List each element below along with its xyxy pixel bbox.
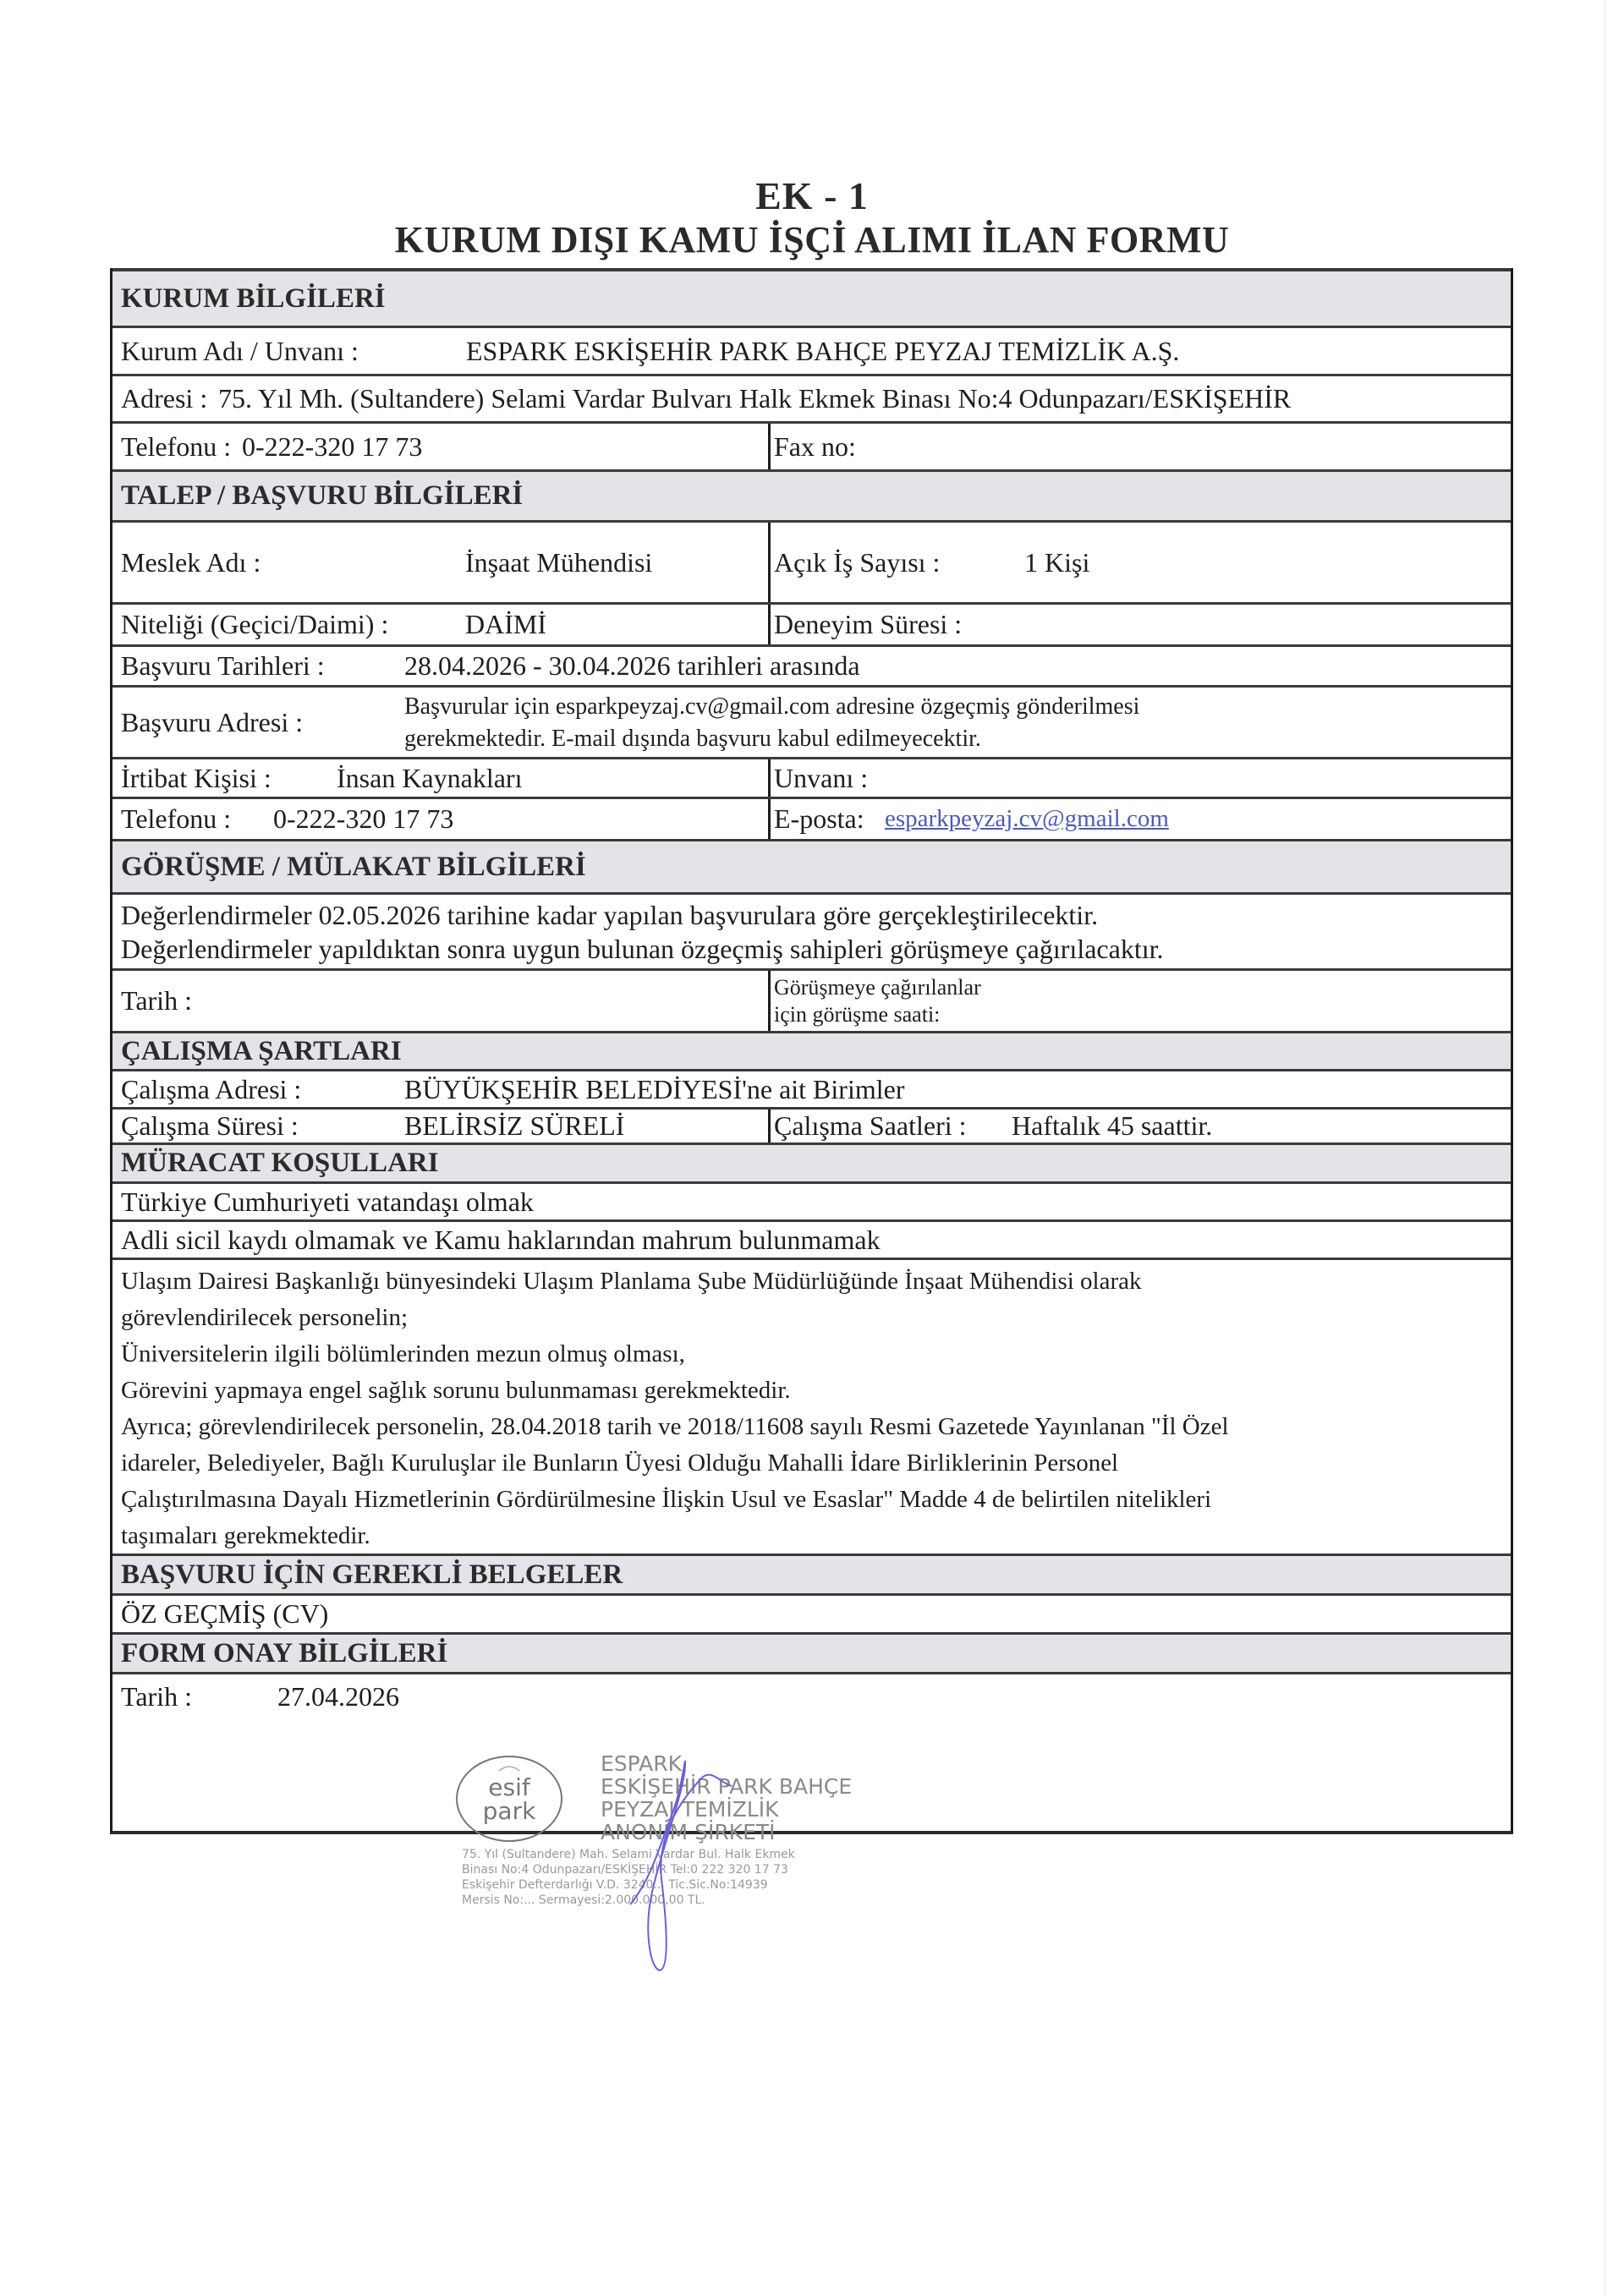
work-duration-value: BELİRSİZ SÜRELİ	[404, 1110, 625, 1141]
email-cell	[768, 799, 1511, 839]
section-header-muracat	[112, 1143, 1511, 1181]
logo-line: park	[482, 1797, 536, 1825]
field-label: Çalışma Adresi :	[121, 1073, 302, 1104]
application-dates-value: 28.04.2026 - 30.04.2026 tarihleri arasında	[404, 650, 860, 681]
row-occupation	[112, 520, 1511, 602]
field-label: E-posta:	[774, 803, 864, 834]
row-interview-date-time	[112, 968, 1511, 1031]
section-title: BAŞVURU İÇİN GEREKLİ BELGELER	[121, 1559, 623, 1590]
interview-date-cell	[112, 971, 768, 1031]
stamp-line: ANONİM ŞİRKETİ	[601, 1820, 776, 1844]
experience-cell	[768, 605, 1511, 644]
row-evaluation-note	[112, 892, 1511, 968]
condition-text: Adli sicil kaydı olmamak ve Kamu haklarından mahrum bulunmamak	[121, 1224, 881, 1255]
work-duration-cell	[112, 1110, 768, 1143]
logo-line: esif	[488, 1773, 530, 1801]
section-header-kurum	[112, 268, 1511, 326]
row-requirements-paragraph	[112, 1258, 1511, 1553]
section-title: FORM ONAY BİLGİLERİ	[121, 1637, 448, 1669]
occupation-value: İnşaat Mühendisi	[465, 546, 653, 578]
approval-date-value: 27.04.2026	[277, 1681, 399, 1712]
work-hours-cell	[768, 1110, 1511, 1143]
contact-phone-cell	[112, 799, 768, 839]
section-title: GÖRÜŞME / MÜLAKAT BİLGİLERİ	[121, 851, 586, 882]
interview-time-label	[774, 974, 981, 1028]
stamp-line: ESKİŞEHİR PARK BAHÇE	[601, 1774, 853, 1799]
application-address-line: Başvurular için esparkpeyzaj.cv@gmail.com adresine özgeçmiş gönderilmesi	[404, 693, 1140, 720]
stamp-line: 75. Yıl (Sultandere) Mah. Selami Vardar Bul. Halk Ekmek	[462, 1848, 795, 1861]
field-label: Açık İş Sayısı :	[774, 546, 941, 578]
required-document: ÖZ GEÇMİŞ (CV)	[121, 1598, 329, 1629]
section-header-gorusme	[112, 839, 1511, 892]
row-required-document	[112, 1593, 1511, 1632]
paragraph-line: Ayrıca; görevlendirilecek personelin, 28.04.2018 tarih ve 2018/11608 sayılı Resmi Gazetede Yayınlanan "İl Özel	[121, 1413, 1229, 1440]
fax-cell	[768, 424, 1511, 469]
institution-phone-value: 0-222-320 17 73	[242, 430, 423, 462]
requirements-paragraph	[112, 1260, 1237, 1558]
time-label-line: Görüşmeye çağırılanlar	[774, 974, 981, 1000]
row-condition	[112, 1181, 1511, 1219]
contact-title-cell	[768, 759, 1511, 797]
stamp-line: ESPARK	[601, 1751, 683, 1776]
condition-text: Türkiye Cumhuriyeti vatandaşı olmak	[121, 1186, 534, 1217]
row-institution-name	[112, 326, 1511, 374]
company-stamp	[448, 1752, 905, 1972]
note-line: Değerlendirmeler 02.05.2026 tarihine kadar yapılan başvurulara göre gerçekleştirilecektir.	[121, 899, 1099, 930]
stamp-line: Mersis No:... Sermayesi:2.000.000,00 TL.	[462, 1893, 705, 1907]
institution-address-value: 75. Yıl Mh. (Sultandere) Selami Vardar Bulvarı Halk Ekmek Binası No:4 Odunpazarı/ESKİŞEHİR	[218, 383, 1292, 414]
field-label: Meslek Adı :	[121, 546, 261, 578]
row-work-duration-hours	[112, 1107, 1511, 1143]
field-label: Telefonu :	[121, 430, 232, 462]
application-address-value	[404, 691, 1139, 755]
work-address-value: BÜYÜKŞEHİR BELEDİYESİ'ne ait Birimler	[404, 1073, 905, 1104]
annex-label: EK - 1	[755, 174, 869, 217]
stamp-line: Binası No:4 Odunpazarı/ESKİŞEHİR Tel:0 222 320 17 73	[462, 1863, 788, 1877]
signature-icon	[448, 1752, 905, 1972]
field-label: İrtibat Kişisi :	[121, 762, 272, 793]
field-label: Deneyim Süresi :	[774, 609, 963, 639]
section-header-talep	[112, 469, 1511, 520]
field-label: Çalışma Saatleri :	[774, 1110, 967, 1141]
section-header-calisma	[112, 1031, 1511, 1069]
row-application-dates	[112, 644, 1511, 685]
paragraph-line: Çalıştırılmasına Dayalı Hizmetlerinin Gördürülmesine İlişkin Usul ve Esaslar" Madde 4 de belirtilen nitelikleri	[121, 1486, 1212, 1513]
paragraph-line: Görevini yapmaya engel sağlık sorunu bulunmaması gerekmektedir.	[121, 1377, 791, 1404]
row-institution-phone-fax	[112, 421, 1511, 469]
row-condition	[112, 1219, 1511, 1258]
section-title: TALEP / BAŞVURU BİLGİLERİ	[121, 480, 524, 511]
row-application-address	[112, 685, 1511, 757]
field-label: Unvanı :	[774, 762, 869, 793]
field-label: Niteliği (Geçici/Daimi) :	[121, 609, 389, 639]
contact-value: İnsan Kaynakları	[337, 762, 523, 793]
paragraph-line: idareler, Belediyeler, Bağlı Kuruluşlar ile Bunların Üyesi Olduğu Mahalli İdare Birliklerinin Personel	[121, 1449, 1119, 1477]
row-institution-address	[112, 374, 1511, 421]
section-title: ÇALIŞMA ŞARTLARI	[121, 1035, 402, 1066]
email-link[interactable]: esparkpeyzaj.cv@gmail.com	[885, 805, 1169, 832]
interview-time-cell	[768, 971, 1511, 1031]
application-address-line: gerekmektedir. E-mail dışında başvuru kabul edilmeyecektir.	[404, 726, 981, 752]
paragraph-line: Üniversitelerin ilgili bölümlerinden mezun olmuş olması,	[121, 1340, 685, 1367]
stamp-line: PEYZAJ TEMİZLİK	[601, 1797, 779, 1822]
paragraph-line: görevlendirilecek personelin;	[121, 1304, 409, 1331]
row-work-address	[112, 1069, 1511, 1107]
page-title: KURUM DIŞI KAMU İŞÇİ ALIMI İLAN FORMU	[394, 219, 1230, 260]
section-header-belgeler	[112, 1553, 1511, 1593]
evaluation-note	[112, 895, 1171, 969]
nature-cell	[112, 605, 768, 644]
field-label: Kurum Adı / Unvanı :	[121, 335, 359, 366]
field-label: Tarih :	[121, 985, 192, 1016]
section-title: MÜRACAT KOŞULLARI	[121, 1148, 439, 1178]
stamp-line: Eskişehir Defterdarlığı V.D. 3240... Tic.Sic.No:14939	[462, 1878, 768, 1892]
field-label: Başvuru Adresi :	[121, 706, 304, 737]
phone-cell	[112, 424, 768, 469]
time-label-line: için görüşme saati:	[774, 1001, 941, 1027]
nature-value: DAİMİ	[465, 609, 546, 639]
work-hours-value: Haftalık 45 saattir.	[1012, 1110, 1213, 1141]
paragraph-line: taşımaları gerekmektedir.	[121, 1522, 370, 1549]
row-contact-phone-email	[112, 797, 1511, 839]
row-contact-person	[112, 757, 1511, 797]
note-line: Değerlendirmeler yapıldıktan sonra uygun bulunan özgeçmiş sahipleri görüşmeye çağırılacaktır.	[121, 933, 1164, 964]
section-header-onay	[112, 1632, 1511, 1672]
field-label: Tarih :	[121, 1681, 192, 1712]
section-title: KURUM BİLGİLERİ	[121, 282, 386, 314]
institution-name-value: ESPARK ESKİŞEHİR PARK BAHÇE PEYZAJ TEMİZLİK A.Ş.	[466, 335, 1180, 366]
field-label: Adresi :	[121, 383, 208, 414]
row-nature	[112, 602, 1511, 644]
occupation-cell	[112, 523, 768, 602]
paragraph-line: Ulaşım Dairesi Başkanlığı bünyesindeki Ulaşım Planlama Şube Müdürlüğünde İnşaat Mühendisi olarak	[121, 1268, 1142, 1295]
field-label: Fax no:	[774, 430, 856, 462]
field-label: Çalışma Süresi :	[121, 1110, 299, 1141]
job-posting-form	[110, 268, 1513, 1834]
field-label: Başvuru Tarihleri :	[121, 650, 325, 681]
openings-cell	[768, 523, 1511, 602]
contact-cell	[112, 759, 768, 797]
openings-value: 1 Kişi	[1024, 546, 1090, 578]
field-label: Telefonu :	[121, 803, 232, 834]
contact-phone-value: 0-222-320 17 73	[273, 803, 454, 834]
